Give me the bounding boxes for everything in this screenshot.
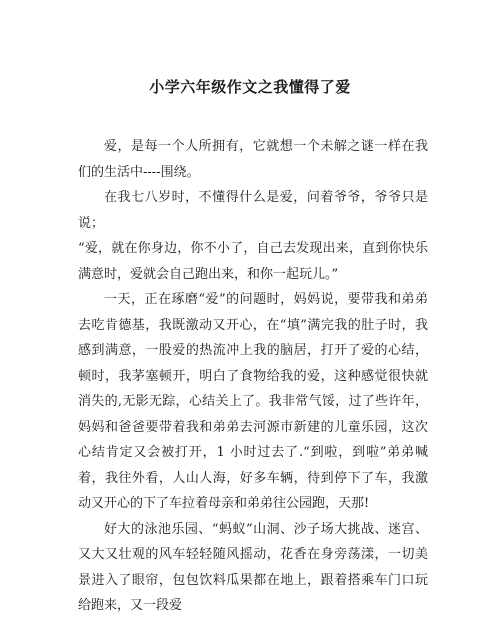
paragraph-line: 顿开，明白了食物给我的爱，这种感觉很快就消失的,无影无踪，心 — [78, 368, 428, 409]
paragraph-line: 意，一股爱的热流冲上我的脑居，打开了爱的心结，顿时，我茅塞 — [78, 343, 428, 384]
paragraph — [78, 287, 428, 517]
paragraph-line: 一天，正在琢磨“爱”的问题时，妈妈说，要带我和弟弟去吃 — [78, 292, 428, 333]
paragraph-line: 了.“到啦，到啦”弟弟喊着，我往外看，人山人海，好多车辆，待 — [78, 445, 428, 486]
paragraph-line: 在我七八岁时，不懂得什么是爱，问着爷爷，爷爷只是说； — [78, 190, 428, 231]
document-title: 小学六年级作文之我懂得了爱 — [149, 78, 351, 96]
paragraph-line: 肯德基，我既激动又开心，在“填”满完我的肚子时，我感到满 — [78, 317, 428, 358]
paragraph — [78, 134, 428, 185]
paragraph-line: 帘，包包饮料瓜果都在地上，跟着搭乘车门口玩给跑来，又一段爱 — [78, 572, 428, 613]
paragraph-line: 爱，是每一个人所拥有，它就想一个未解之谜一样在我们的生 — [78, 139, 428, 180]
paragraph — [78, 517, 428, 619]
paragraph-line: “爱，就在你身边，你不小了，自己去发现出来，直到你快乐满意 — [78, 241, 428, 282]
paragraph-line: 到停下了车，我激动又开心的下了车拉着母亲和弟弟往公园跑，天 — [78, 470, 428, 511]
paragraph-line: 壮观的风车轻轻随风摇动，花香在身旁荡漾，一切美景进入了眼 — [78, 547, 428, 588]
paragraph-line: 时，爱就会自己跑出来，和你一起玩儿。” — [104, 266, 339, 282]
paragraph-line: 那! — [351, 496, 370, 511]
paragraph-line: 好大的泳池乐园、“蚂蚁”山洞、沙子场大挑战、迷宫、又大又 — [78, 521, 428, 562]
document-body — [78, 134, 428, 619]
paragraph-line: 活中----围绕。 — [117, 164, 200, 180]
paragraph-line: 去河源市新建的儿童乐园，这次心结肯定又会被打开，1 小时过去 — [78, 419, 428, 460]
paragraph — [78, 185, 428, 236]
paragraph-line: 结关上了。我非常气馁，过了些许年，妈妈和爸爸要带着我和弟弟 — [78, 394, 428, 435]
paragraph — [78, 236, 428, 287]
